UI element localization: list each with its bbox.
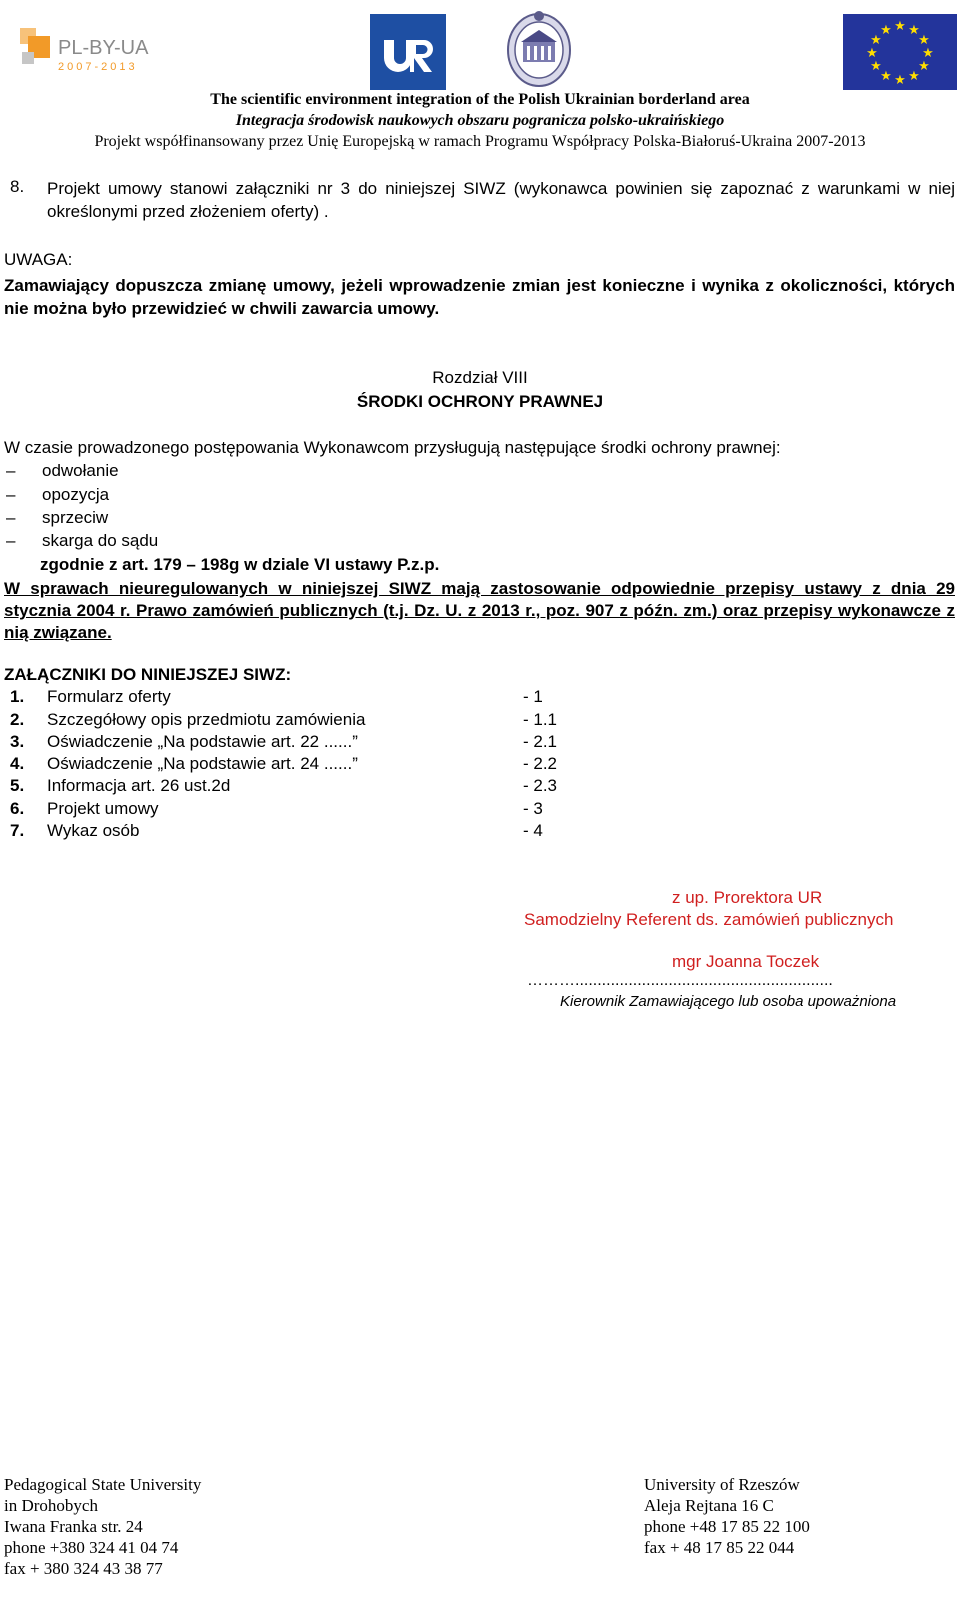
attachment-label: Oświadczenie „Na podstawie art. 24 ......” — [47, 754, 358, 773]
dash-bullet-icon: – — [6, 461, 16, 480]
ur-university-logo — [370, 14, 446, 90]
attachment-number: 7. — [10, 821, 25, 840]
dash-bullet-icon: – — [6, 508, 16, 527]
attachment-code: - 2.2 — [523, 754, 558, 773]
signature-position: Samodzielny Referent ds. zamówień publicznych — [524, 910, 894, 929]
attachment-code: - 2.3 — [523, 776, 558, 795]
attachment-code: - 3 — [523, 799, 543, 818]
footer-line: University of Rzeszów — [644, 1475, 800, 1494]
remedy-item — [6, 531, 158, 551]
footer-line: Aleja Rejtana 16 C — [644, 1496, 774, 1515]
attachment-number: 2. — [10, 710, 25, 729]
eu-flag-icon — [843, 14, 957, 90]
svg-text:★: ★ — [894, 19, 906, 34]
attachment-code: - 2.1 — [523, 732, 558, 751]
point-8-number: 8. — [10, 177, 25, 196]
attachment-code: - 4 — [523, 821, 543, 840]
uwaga-title: UWAGA: — [4, 250, 73, 269]
header-title-en: The scientific environment integration of the Polish Ukrainian borderland area — [210, 91, 750, 108]
drohobych-university-seal-icon — [505, 6, 573, 88]
footer-line: fax + 48 17 85 22 044 — [644, 1538, 795, 1557]
attachment-number: 3. — [10, 732, 25, 751]
attachment-number: 6. — [10, 799, 25, 818]
remedy-item-label: skarga do sądu — [42, 531, 159, 550]
attachments-title: ZAŁĄCZNIKI DO NINIEJSZEJ SIWZ: — [4, 665, 292, 684]
unregulated-matters-note: W sprawach nieuregulowanych w niniejszej SIWZ mają zastosowanie odpowiednie przepisy ustawy z dnia 29 stycznia 2004 r. Prawo zamówień publicznych (t.j. Dz. U. z 2013 r., poz. 907 z późn. zm.) oraz przepisy wykonawcze z nią związane. — [4, 579, 955, 642]
svg-text:★: ★ — [870, 59, 882, 74]
attachment-code: - 1 — [523, 687, 543, 706]
header-cofinancing: Projekt współfinansowany przez Unię Europejską w ramach Programu Współpracy Polska-Białoruś-Ukraina 2007-2013 — [94, 133, 866, 150]
attachment-label: Wykaz osób — [47, 821, 140, 840]
attachment-number: 1. — [10, 687, 25, 706]
attachment-number: 4. — [10, 754, 25, 773]
attachment-label: Informacja art. 26 ust.2d — [47, 776, 231, 795]
svg-text:★: ★ — [918, 33, 930, 48]
footer-line: phone +48 17 85 22 100 — [644, 1517, 810, 1536]
svg-text:★: ★ — [866, 46, 878, 61]
remedy-item-label: sprzeciw — [42, 508, 109, 527]
attachment-number: 5. — [10, 776, 25, 795]
remedy-item — [6, 508, 108, 528]
footer-rzeszow-address — [644, 1474, 810, 1558]
attachment-code: - 1.1 — [523, 710, 558, 729]
pl-by-ua-logo-text: PL-BY-UA — [58, 37, 149, 59]
svg-text:★: ★ — [880, 69, 892, 84]
attachment-label: Projekt umowy — [47, 799, 159, 818]
svg-text:★: ★ — [922, 46, 934, 61]
remedies-intro: W czasie prowadzonego postępowania Wykonawcom przysługują następujące środki ochrony prawnej: — [4, 438, 781, 457]
footer-line: phone +380 324 41 04 74 — [4, 1538, 179, 1557]
remedy-item-label: odwołanie — [42, 461, 119, 480]
pl-by-ua-logo — [18, 22, 178, 76]
attachment-label: Oświadczenie „Na podstawie art. 22 ......” — [47, 732, 358, 751]
signature-on-behalf: z up. Prorektora UR — [672, 888, 823, 907]
svg-text:★: ★ — [918, 59, 930, 74]
attachment-label: Szczegółowy opis przedmiotu zamówienia — [47, 710, 366, 729]
header-title-pl: Integracja środowisk naukowych obszaru pogranicza polsko-ukraińskiego — [235, 112, 725, 129]
svg-text:★: ★ — [870, 33, 882, 48]
remedy-item-label: opozycja — [42, 485, 110, 504]
legal-basis: zgodnie z art. 179 – 198g w dziale VI ustawy P.z.p. — [40, 555, 440, 574]
pl-by-ua-logo-years: 2007-2013 — [58, 61, 138, 73]
footer-drohobych-address — [4, 1474, 201, 1579]
footer-line: Pedagogical State University — [4, 1475, 202, 1494]
uwaga-text: Zamawiający dopuszcza zmianę umowy, jeżeli wprowadzenie zmian jest konieczne i wynika z okoliczności, których nie można było przewidzieć w chwili zawarcia umowy. — [4, 276, 955, 318]
footer-line: in Drohobych — [4, 1496, 98, 1515]
svg-text:★: ★ — [908, 69, 920, 84]
attachment-label: Formularz oferty — [47, 687, 171, 706]
signature-caption: Kierownik Zamawiającego lub osoba upoważniona — [560, 993, 897, 1010]
remedy-item — [6, 485, 109, 505]
dash-bullet-icon: – — [6, 531, 16, 550]
svg-text:★: ★ — [880, 23, 892, 38]
dash-bullet-icon: – — [6, 485, 16, 504]
chapter-number: Rozdział VIII — [432, 368, 528, 387]
footer-line: fax + 380 324 43 38 77 — [4, 1559, 163, 1578]
chapter-title: ŚRODKI OCHRONY PRAWNEJ — [356, 392, 604, 411]
svg-text:★: ★ — [894, 73, 906, 88]
signature-dotted-line: ……….......................................................... — [527, 972, 833, 989]
footer-line: Iwana Franka str. 24 — [4, 1517, 143, 1536]
remedy-item — [6, 461, 119, 481]
point-8-text: Projekt umowy stanowi załączniki nr 3 do niniejszej SIWZ (wykonawca powinien się zapoznać z warunkami w niej określonymi przed złożeniem oferty) . — [47, 179, 955, 221]
svg-text:★: ★ — [908, 23, 920, 38]
signature-name: mgr Joanna Toczek — [672, 952, 820, 971]
